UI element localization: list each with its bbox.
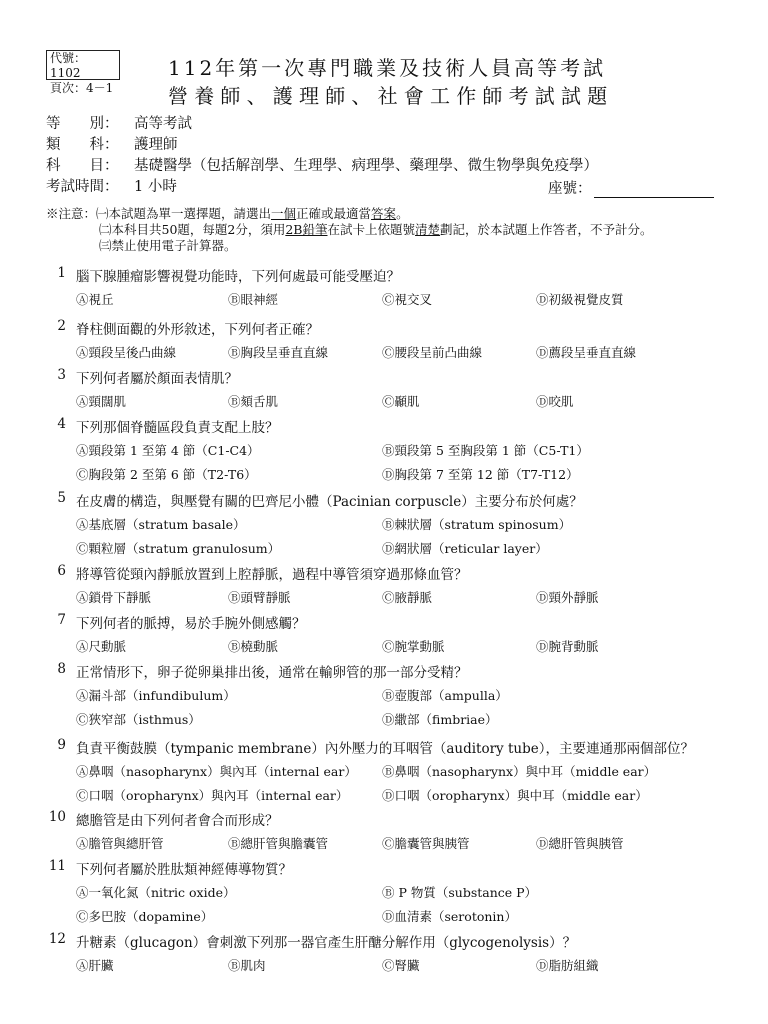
question-number: 12 — [48, 931, 66, 947]
answer-option-d[interactable]: Ⓓ咬肌 — [536, 394, 574, 409]
category-value: 護理師 — [134, 137, 178, 153]
answer-option-d[interactable]: Ⓓ總肝管與胰管 — [536, 836, 624, 851]
question-text: 下列那個脊髓區段負責支配上肢？ — [76, 420, 279, 436]
answer-option-a[interactable]: Ⓐ尺動脈 — [76, 639, 127, 654]
note-2-emph-1: 2B鉛筆 — [285, 222, 328, 237]
exam-code-box — [46, 50, 120, 95]
answer-option-b[interactable]: Ⓑ總肝管與膽囊管 — [228, 836, 329, 851]
answer-option-b[interactable]: Ⓑ鼻咽（nasopharynx）與中耳（middle ear） — [382, 764, 657, 779]
question-text: 脊柱側面觀的外形敘述，下列何者正確？ — [76, 322, 319, 338]
answer-option-c[interactable]: Ⓒ視交叉 — [382, 292, 433, 307]
page-number: 頁次：4－1 — [50, 81, 114, 95]
note-1-text-mid: 正確或最適當 — [296, 206, 372, 221]
answer-option-a[interactable]: Ⓐ鼻咽（nasopharynx）與內耳（internal ear） — [76, 764, 357, 779]
answer-option-a[interactable]: Ⓐ漏斗部（infundibulum） — [76, 688, 236, 703]
answer-option-b[interactable]: Ⓑ眼神經 — [228, 292, 279, 307]
answer-option-b[interactable]: Ⓑ壺腹部（ampulla） — [382, 688, 508, 703]
answer-option-d[interactable]: Ⓓ腕背動脈 — [536, 639, 599, 654]
answer-option-a[interactable]: Ⓐ頸段呈後凸曲線 — [76, 345, 177, 360]
question-number: 2 — [57, 318, 66, 334]
answer-option-d[interactable]: Ⓓ脂肪組織 — [536, 958, 599, 973]
subject-value: 基礎醫學（包括解剖學、生理學、病理學、藥理學、微生物學與免疫學） — [134, 158, 598, 174]
meta-grade — [46, 114, 192, 135]
answer-option-c[interactable]: Ⓒ顆粒層（stratum granulosum） — [76, 541, 281, 556]
answer-option-b[interactable]: Ⓑ頦舌肌 — [228, 394, 279, 409]
answer-option-c[interactable]: Ⓒ狹窄部（isthmus） — [76, 712, 201, 727]
answer-option-d[interactable]: Ⓓ血清素（serotonin） — [382, 909, 517, 924]
question-text: 在皮膚的構造，與壓覺有關的巴齊尼小體（Pacinian corpuscle）主要分布於何處？ — [76, 494, 583, 510]
answer-option-d[interactable]: Ⓓ頸外靜脈 — [536, 590, 599, 605]
answer-option-b[interactable]: Ⓑ肌肉 — [228, 958, 266, 973]
answer-option-c[interactable]: Ⓒ顳肌 — [382, 394, 420, 409]
answer-option-a[interactable]: Ⓐ頸段第 1 至第 4 節（C1-C4） — [76, 443, 260, 458]
exam-subtitle: 營養師、護理師、社會工作師考試試題 — [168, 84, 614, 108]
note-1-emph-1: 一個 — [271, 206, 297, 221]
note-2-text: ㈡本科目共50題，每題2分，須用 — [99, 222, 286, 237]
seat-blank — [594, 183, 714, 198]
meta-time — [46, 177, 177, 198]
answer-option-a[interactable]: Ⓐ鎖骨下靜脈 — [76, 590, 152, 605]
question-text: 總膽管是由下列何者會合而形成？ — [76, 813, 279, 829]
note-1 — [46, 206, 653, 222]
note-3: ㈢禁止使用電子計算器。 — [99, 238, 237, 253]
question-text: 正常情形下，卵子從卵巢排出後，通常在輸卵管的那一部分受精？ — [76, 665, 468, 681]
seat-label: 座號： — [548, 181, 592, 197]
question-text: 下列何者屬於顏面表情肌？ — [76, 371, 238, 387]
question-number: 10 — [48, 809, 66, 825]
exam-code: 代號：1102 — [50, 51, 87, 80]
note-2-text-mid: 在試卡上依題號 — [327, 222, 416, 237]
answer-option-c[interactable]: Ⓒ口咽（oropharynx）與內耳（internal ear） — [76, 788, 349, 803]
answer-option-c[interactable]: Ⓒ膽囊管與胰管 — [382, 836, 470, 851]
answer-option-a[interactable]: Ⓐ肝臟 — [76, 958, 114, 973]
note-2 — [46, 222, 653, 238]
question-text: 負責平衡鼓膜（tympanic membrane）內外壓力的耳咽管（auditory tube），主要連通那兩個部位？ — [76, 741, 694, 757]
note-1-emph-2: 答案 — [371, 206, 397, 221]
answer-option-d[interactable]: Ⓓ口咽（oropharynx）與中耳（middle ear） — [382, 788, 648, 803]
answer-option-a[interactable]: Ⓐ頸闊肌 — [76, 394, 127, 409]
answer-option-c[interactable]: Ⓒ多巴胺（dopamine） — [76, 909, 214, 924]
answer-option-c[interactable]: Ⓒ腰段呈前凸曲線 — [382, 345, 483, 360]
answer-option-a[interactable]: Ⓐ膽管與總肝管 — [76, 836, 164, 851]
answer-option-c[interactable]: Ⓒ腋靜脈 — [382, 590, 433, 605]
answer-option-b[interactable]: Ⓑ頭臂靜脈 — [228, 590, 291, 605]
answer-option-b[interactable]: Ⓑ棘狀層（stratum spinosum） — [382, 517, 572, 532]
answer-option-c[interactable]: Ⓒ腎臟 — [382, 958, 420, 973]
question-text: 升糖素（glucagon）會刺激下列那一器官產生肝醣分解作用（glycogenolysis）？ — [76, 935, 577, 951]
grade-value: 高等考試 — [134, 116, 192, 132]
exam-title: 112年第一次專門職業及技術人員高等考試 — [168, 56, 607, 80]
answer-option-d[interactable]: Ⓓ薦段呈垂直直線 — [536, 345, 637, 360]
answer-option-a[interactable]: Ⓐ視丘 — [76, 292, 114, 307]
subject-label: 科 目： — [46, 158, 119, 174]
note-1-text-end: 。 — [396, 206, 409, 221]
answer-option-d[interactable]: Ⓓ初級視覺皮質 — [536, 292, 624, 307]
answer-option-a[interactable]: Ⓐ基底層（stratum basale） — [76, 517, 246, 532]
question-text: 下列何者屬於胜肽類神經傳導物質？ — [76, 862, 292, 878]
meta-subject — [46, 156, 598, 177]
question-number: 9 — [57, 737, 66, 753]
question-text: 腦下腺腫瘤影響視覺功能時，下列何處最可能受壓迫？ — [76, 269, 400, 285]
note-2-text-end: 劃記，於本試題上作答者，不予計分。 — [440, 222, 653, 237]
question-number: 6 — [57, 563, 66, 579]
answer-option-d[interactable]: Ⓓ網狀層（reticular layer） — [382, 541, 548, 556]
note-2-emph-2: 清楚 — [415, 222, 441, 237]
answer-option-d[interactable]: Ⓓ繖部（fimbriae） — [382, 712, 498, 727]
question-number: 8 — [57, 661, 66, 677]
answer-option-c[interactable]: Ⓒ腕掌動脈 — [382, 639, 445, 654]
category-label: 類 科： — [46, 137, 119, 153]
exam-notes — [46, 206, 653, 254]
question-number: 5 — [57, 490, 66, 506]
question-text: 將導管從頸內靜脈放置到上腔靜脈，過程中導管須穿過那條血管？ — [76, 567, 468, 583]
time-label: 考試時間： — [46, 179, 119, 195]
answer-option-b[interactable]: Ⓑ胸段呈垂直直線 — [228, 345, 329, 360]
meta-category — [46, 135, 178, 156]
answer-option-b[interactable]: Ⓑ橈動脈 — [228, 639, 279, 654]
question-number: 11 — [48, 858, 66, 874]
answer-option-c[interactable]: Ⓒ胸段第 2 至第 6 節（T2-T6） — [76, 467, 257, 482]
question-text: 下列何者的脈搏，易於手腕外側感觸？ — [76, 616, 306, 632]
question-number: 3 — [57, 367, 66, 383]
seat-number — [548, 177, 714, 198]
question-number: 1 — [57, 265, 66, 281]
answer-option-a[interactable]: Ⓐ一氧化氮（nitric oxide） — [76, 885, 236, 900]
time-value: 1 小時 — [134, 179, 177, 195]
answer-option-d[interactable]: Ⓓ胸段第 7 至第 12 節（T7-T12） — [382, 467, 579, 482]
answer-option-b[interactable]: Ⓑ P 物質（substance P） — [382, 885, 538, 900]
note-1-text: ※注意：㈠本試題為單一選擇題，請選出 — [46, 206, 272, 221]
question-number: 4 — [57, 416, 66, 432]
question-number: 7 — [57, 612, 66, 628]
grade-label: 等 別： — [46, 116, 119, 132]
answer-option-b[interactable]: Ⓑ頸段第 5 至胸段第 1 節（C5-T1） — [382, 443, 589, 458]
